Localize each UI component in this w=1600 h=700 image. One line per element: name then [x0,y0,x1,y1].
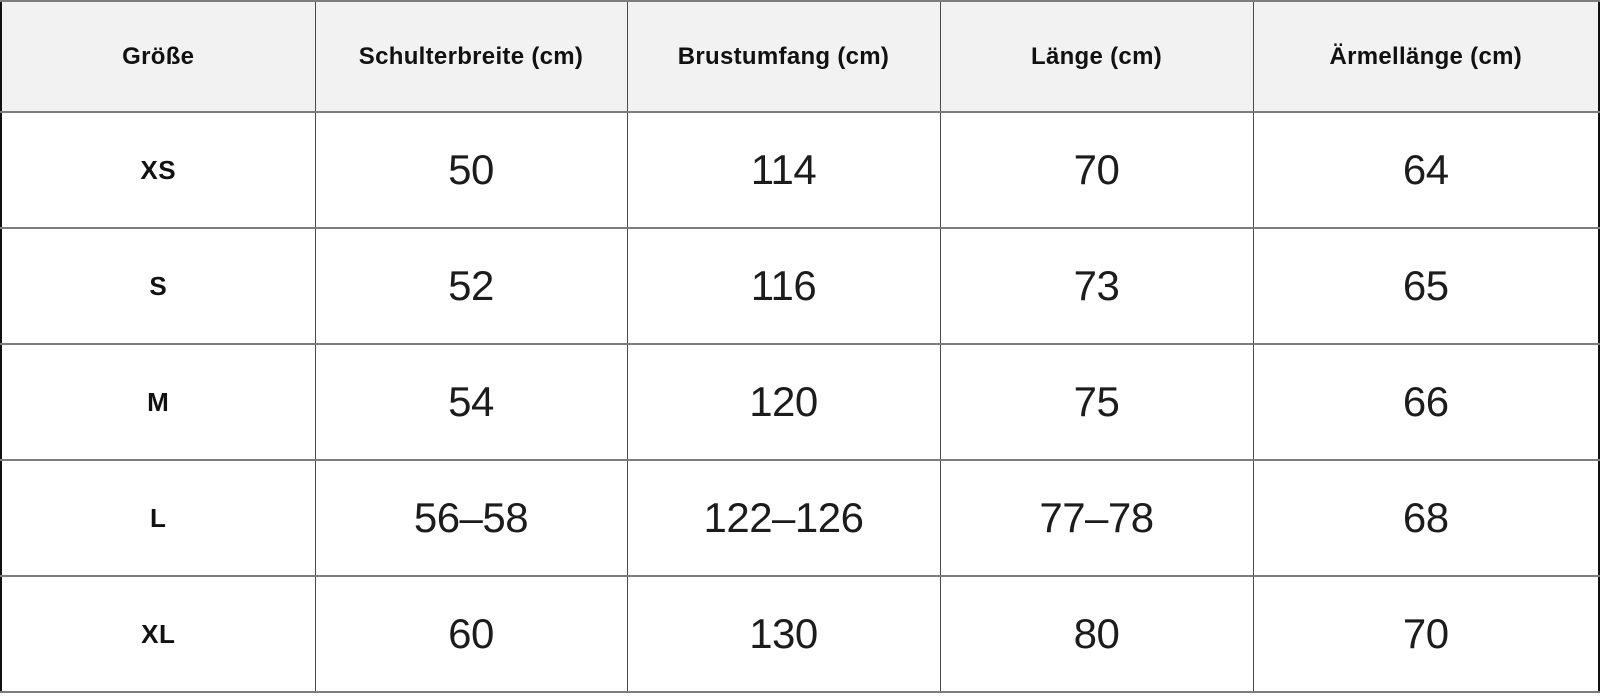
measurement-value: 120 [627,344,940,460]
measurement-value: 122–126 [627,460,940,576]
size-label: S [1,228,315,344]
size-label: XL [1,576,315,692]
measurement-value: 116 [627,228,940,344]
measurement-value: 68 [1253,460,1599,576]
table-row [1,576,1599,692]
measurement-value: 54 [315,344,627,460]
table-row [1,460,1599,576]
size-label: XS [1,112,315,228]
header-groesse: Größe [1,1,315,112]
size-label: M [1,344,315,460]
measurement-value: 70 [940,112,1253,228]
header-brustumfang: Brustumfang (cm) [627,1,940,112]
measurement-value: 65 [1253,228,1599,344]
measurement-value: 77–78 [940,460,1253,576]
header-row [1,1,1599,112]
measurement-value: 66 [1253,344,1599,460]
measurement-value: 130 [627,576,940,692]
measurement-value: 73 [940,228,1253,344]
measurement-value: 56–58 [315,460,627,576]
table-row [1,228,1599,344]
measurement-value: 50 [315,112,627,228]
header-aermellaenge: Ärmellänge (cm) [1253,1,1599,112]
measurement-value: 80 [940,576,1253,692]
measurement-value: 60 [315,576,627,692]
header-schulterbreite: Schulterbreite (cm) [315,1,627,112]
size-label: L [1,460,315,576]
header-laenge: Länge (cm) [940,1,1253,112]
measurement-value: 52 [315,228,627,344]
table-row [1,112,1599,228]
measurement-value: 64 [1253,112,1599,228]
table-row [1,344,1599,460]
measurement-value: 70 [1253,576,1599,692]
measurement-value: 75 [940,344,1253,460]
measurement-value: 114 [627,112,940,228]
table-body [1,112,1599,692]
